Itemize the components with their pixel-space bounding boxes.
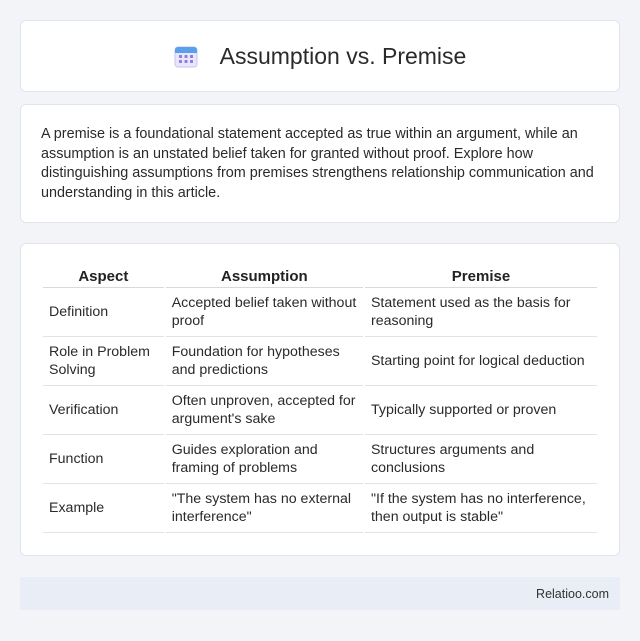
cell-aspect: Definition — [43, 288, 164, 337]
table-row — [43, 337, 597, 386]
cell-assumption: Guides exploration and framing of problems — [166, 435, 363, 484]
page-title: Assumption vs. Premise — [219, 42, 467, 69]
table-card — [20, 243, 620, 556]
table-row — [43, 484, 597, 533]
cell-assumption: "The system has no external interference" — [166, 484, 363, 533]
title-card — [20, 20, 620, 92]
table-row — [43, 435, 597, 484]
cell-premise: Structures arguments and conclusions — [365, 435, 597, 484]
footer — [20, 577, 620, 610]
cell-premise: Typically supported or proven — [365, 386, 597, 435]
header-assumption: Assumption — [166, 264, 363, 288]
header-aspect: Aspect — [43, 264, 164, 288]
calendar-icon — [174, 44, 198, 68]
cell-assumption: Often unproven, accepted for argument's sake — [166, 386, 363, 435]
header-premise: Premise — [365, 264, 597, 288]
cell-premise: Starting point for logical deduction — [365, 337, 597, 386]
comparison-table — [41, 264, 599, 533]
cell-aspect: Function — [43, 435, 164, 484]
intro-text: A premise is a foundational statement accepted as true within an argument, while an assumption is an unstated belief taken for granted without proof. Explore how distinguishing assumptions from premises strengthens relationship communication and understanding in this article. — [41, 126, 594, 201]
cell-premise: Statement used as the basis for reasoning — [365, 288, 597, 337]
cell-assumption: Foundation for hypotheses and predictions — [166, 337, 363, 386]
table-header-row — [43, 264, 597, 288]
cell-aspect: Verification — [43, 386, 164, 435]
table-row — [43, 386, 597, 435]
cell-aspect: Example — [43, 484, 164, 533]
table-row — [43, 288, 597, 337]
cell-aspect: Role in Problem Solving — [43, 337, 164, 386]
footer-brand[interactable]: Relatioo.com — [536, 586, 609, 601]
cell-assumption: Accepted belief taken without proof — [166, 288, 363, 337]
cell-premise: "If the system has no interference, then output is stable" — [365, 484, 597, 533]
intro-card — [20, 104, 620, 223]
